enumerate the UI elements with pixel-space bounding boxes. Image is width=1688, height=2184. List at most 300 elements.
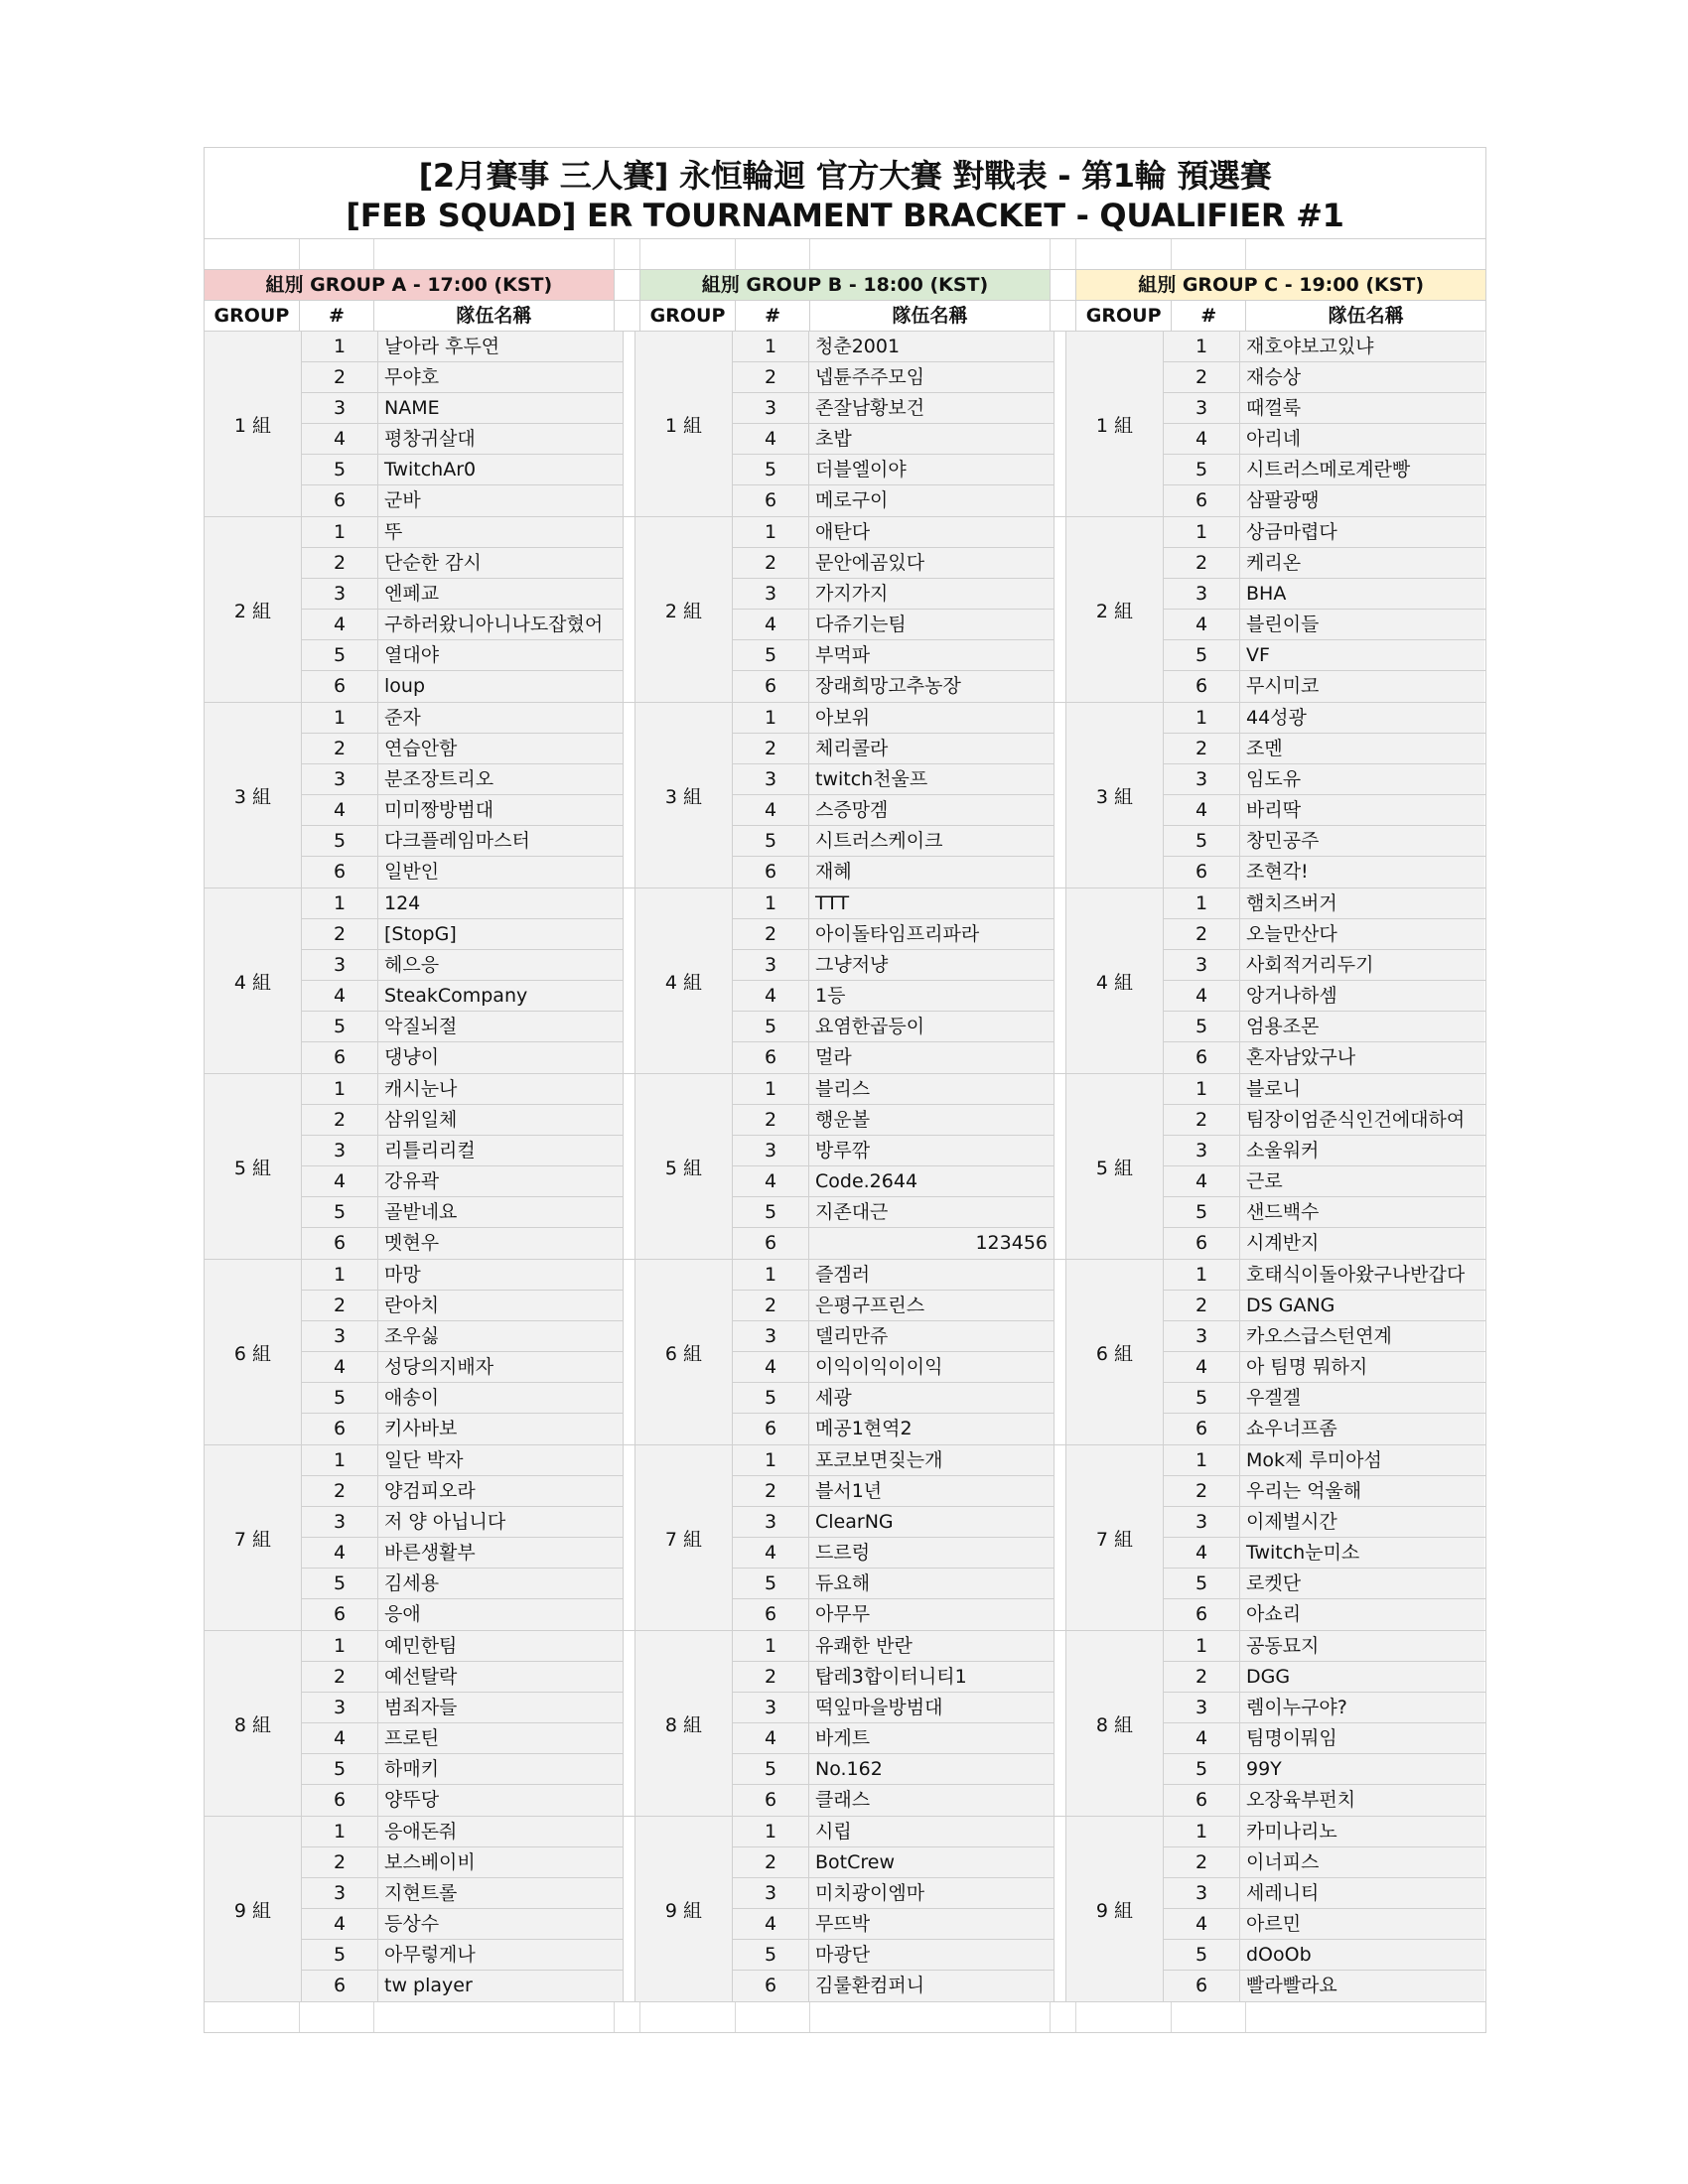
team-number: 5 [733, 1197, 809, 1227]
team-name: 팀장이엄준식인건에대하여 [1240, 1105, 1484, 1135]
table-row [733, 764, 1055, 795]
subgroup-column [635, 1074, 1055, 1259]
table-row [733, 640, 1055, 671]
team-name: ClearNG [809, 1507, 1055, 1537]
team-name: 댕냥이 [378, 1042, 624, 1073]
team-name: SteakCompany [378, 981, 624, 1011]
table-row [1164, 1105, 1485, 1136]
team-name: 다쥬기는팀 [809, 610, 1055, 639]
team-number: 4 [733, 795, 809, 825]
col-header-num: # [736, 301, 810, 331]
table-row [733, 919, 1055, 950]
table-row [733, 1352, 1055, 1383]
subgroup-column [635, 1631, 1055, 1816]
table-row [302, 1445, 624, 1476]
team-name: 키사바보 [378, 1414, 624, 1444]
table-row [1164, 1723, 1485, 1754]
team-name: 일반인 [378, 857, 624, 887]
table-row [733, 1260, 1055, 1291]
subgroup-name: 7 組 [1066, 1445, 1164, 1630]
footer-spacer-row [205, 2002, 1485, 2033]
team-number: 2 [1164, 1662, 1240, 1692]
table-row [1164, 1909, 1485, 1940]
team-number: 5 [302, 1569, 378, 1598]
table-row [733, 548, 1055, 579]
team-name: 삼위일체 [378, 1105, 624, 1135]
table-row [302, 1693, 624, 1723]
team-name: 은평구프린스 [809, 1291, 1055, 1320]
team-name: 강유곽 [378, 1166, 624, 1196]
team-number: 6 [302, 671, 378, 702]
team-name: 햄치즈버거 [1240, 888, 1484, 918]
column-gap [1055, 332, 1066, 516]
table-row [302, 1631, 624, 1662]
team-number: 5 [733, 826, 809, 856]
column-gap [1055, 888, 1066, 1073]
table-row [302, 1971, 624, 2001]
team-number: 3 [733, 393, 809, 423]
team-number: 1 [1164, 703, 1240, 733]
team-name: 보스베이비 [378, 1847, 624, 1877]
table-row [1164, 1166, 1485, 1197]
table-row [1164, 548, 1485, 579]
team-name: 우리는 억울해 [1240, 1476, 1484, 1506]
table-row [733, 1074, 1055, 1105]
team-name: TwitchAr0 [378, 455, 624, 484]
table-row [733, 1723, 1055, 1754]
team-number: 4 [302, 981, 378, 1011]
table-row [733, 517, 1055, 548]
table-row [1164, 826, 1485, 857]
team-name: 예민한팀 [378, 1631, 624, 1661]
team-name: 이제벌시간 [1240, 1507, 1484, 1537]
table-row [733, 1136, 1055, 1166]
team-name: 재승상 [1240, 362, 1484, 392]
team-number: 2 [733, 1105, 809, 1135]
team-number: 3 [733, 1136, 809, 1165]
team-number: 2 [1164, 1476, 1240, 1506]
team-name: 임도유 [1240, 764, 1484, 794]
team-number: 3 [733, 579, 809, 609]
team-name: 시트러스케이크 [809, 826, 1055, 856]
team-name: 즐겜러 [809, 1260, 1055, 1290]
table-row [733, 671, 1055, 702]
team-name: NAME [378, 393, 624, 423]
team-number: 2 [302, 1476, 378, 1506]
team-number: 3 [733, 950, 809, 980]
table-row [302, 548, 624, 579]
team-number: 6 [733, 485, 809, 516]
team-name: Twitch눈미소 [1240, 1538, 1484, 1568]
team-name: 이너피스 [1240, 1847, 1484, 1877]
subgroup-column [205, 703, 624, 887]
team-number: 1 [733, 1260, 809, 1290]
team-number: 1 [302, 1817, 378, 1846]
team-name: 재호야보고있냐 [1240, 332, 1484, 361]
team-number: 5 [1164, 640, 1240, 670]
team-number: 4 [1164, 795, 1240, 825]
subgroup-name: 2 組 [205, 517, 302, 702]
team-name: 창민공주 [1240, 826, 1484, 856]
table-row [302, 919, 624, 950]
table-row [733, 1197, 1055, 1228]
team-name: 123456 [809, 1228, 1055, 1259]
table-row [733, 950, 1055, 981]
table-row [302, 517, 624, 548]
team-name: 시계반지 [1240, 1228, 1484, 1259]
team-number: 1 [733, 1631, 809, 1661]
subgroup-column [1066, 1074, 1485, 1259]
team-number: 1 [733, 1074, 809, 1104]
table-row [302, 424, 624, 455]
team-number: 4 [1164, 1352, 1240, 1382]
team-number: 5 [1164, 1754, 1240, 1784]
group-c-header: 組別 GROUP C - 19:00 (KST) [1076, 270, 1485, 300]
team-number: 6 [733, 1785, 809, 1816]
team-name: 연습안함 [378, 734, 624, 763]
team-name: 샌드백수 [1240, 1197, 1484, 1227]
team-name: 렘이누구야? [1240, 1693, 1484, 1722]
table-row [1164, 1042, 1485, 1073]
table-row [733, 1228, 1055, 1259]
team-name: 우겔겔 [1240, 1383, 1484, 1413]
bracket-body [205, 332, 1485, 2002]
subgroup-column [205, 1260, 624, 1444]
subgroup-column [1066, 703, 1485, 887]
team-number: 3 [1164, 1321, 1240, 1351]
subgroup-name: 3 組 [635, 703, 733, 887]
team-number: 2 [1164, 362, 1240, 392]
subgroup-name: 8 組 [1066, 1631, 1164, 1816]
col-header-num: # [300, 301, 374, 331]
table-row [302, 1662, 624, 1693]
subgroup-name: 1 組 [635, 332, 733, 516]
table-row [1164, 1817, 1485, 1847]
table-row [302, 764, 624, 795]
team-name: 마광단 [809, 1940, 1055, 1970]
subgroup-name: 1 組 [205, 332, 302, 516]
table-row [302, 1723, 624, 1754]
team-number: 4 [733, 610, 809, 639]
team-number: 5 [302, 455, 378, 484]
team-number: 5 [1164, 826, 1240, 856]
team-number: 5 [733, 1754, 809, 1784]
subgroup-column [1066, 1445, 1485, 1630]
team-name: DS GANG [1240, 1291, 1484, 1320]
subgroup-column [205, 332, 624, 516]
team-number: 5 [1164, 1012, 1240, 1041]
team-number: 3 [1164, 579, 1240, 609]
team-number: 5 [733, 455, 809, 484]
team-name: 더블엘이야 [809, 455, 1055, 484]
team-name: 문안에곰있다 [809, 548, 1055, 578]
team-number: 6 [733, 671, 809, 702]
team-number: 4 [1164, 610, 1240, 639]
subgroup-name: 5 組 [635, 1074, 733, 1259]
table-row [1164, 1569, 1485, 1599]
team-number: 1 [1164, 1260, 1240, 1290]
subgroup-name: 2 組 [635, 517, 733, 702]
team-name: 유쾌한 반란 [809, 1631, 1055, 1661]
team-name: 응애 [378, 1599, 624, 1630]
team-number: 5 [302, 640, 378, 670]
table-row [302, 1785, 624, 1816]
subgroup-name: 8 組 [635, 1631, 733, 1816]
team-number: 4 [302, 1166, 378, 1196]
table-row [302, 1847, 624, 1878]
table-row [302, 579, 624, 610]
table-row [733, 1817, 1055, 1847]
team-name: 드르렁 [809, 1538, 1055, 1568]
table-row [1164, 640, 1485, 671]
team-name: 아 팀명 뭐하지 [1240, 1352, 1484, 1382]
column-gap [1055, 1445, 1066, 1630]
subgroup-name: 3 組 [1066, 703, 1164, 887]
team-name: 바른생활부 [378, 1538, 624, 1568]
team-number: 4 [733, 1538, 809, 1568]
subgroup-name: 3 組 [205, 703, 302, 887]
subgroup-column [635, 517, 1055, 702]
team-number: 2 [733, 1291, 809, 1320]
team-number: 3 [1164, 764, 1240, 794]
team-name: 다크플레임마스터 [378, 826, 624, 856]
team-number: 1 [1164, 888, 1240, 918]
table-row [1164, 1352, 1485, 1383]
subgroup-column [635, 703, 1055, 887]
team-name: 카미나리노 [1240, 1817, 1484, 1846]
team-number: 2 [733, 548, 809, 578]
team-name: 바리딱 [1240, 795, 1484, 825]
table-row [733, 857, 1055, 887]
team-number: 2 [302, 1847, 378, 1877]
team-name: 근로 [1240, 1166, 1484, 1196]
team-name: 아르민 [1240, 1909, 1484, 1939]
table-row [302, 332, 624, 362]
team-name: 재혜 [809, 857, 1055, 887]
column-header-row [205, 301, 1485, 332]
team-number: 1 [733, 1817, 809, 1846]
subgroup-block [205, 1445, 1485, 1631]
team-name: [StopG] [378, 919, 624, 949]
table-row [1164, 671, 1485, 702]
team-number: 3 [733, 1507, 809, 1537]
table-row [733, 1754, 1055, 1785]
team-name: 조멘 [1240, 734, 1484, 763]
team-name: 애송이 [378, 1383, 624, 1413]
column-gap [1055, 1817, 1066, 2001]
table-row [302, 1228, 624, 1259]
team-name: 메공1현역2 [809, 1414, 1055, 1444]
subgroup-name: 9 組 [635, 1817, 733, 2001]
team-name: 장래희망고추농장 [809, 671, 1055, 702]
team-number: 6 [733, 1971, 809, 2001]
subgroup-block [205, 888, 1485, 1074]
column-gap [624, 332, 635, 516]
subgroup-name: 7 組 [205, 1445, 302, 1630]
team-name: 124 [378, 888, 624, 918]
subgroup-column [635, 332, 1055, 516]
subgroup-name: 4 組 [1066, 888, 1164, 1073]
team-number: 3 [733, 1878, 809, 1908]
team-name: 가지가지 [809, 579, 1055, 609]
subgroup-block [205, 1817, 1485, 2002]
table-row [302, 1042, 624, 1073]
team-name: 행운볼 [809, 1105, 1055, 1135]
team-name: 공동묘지 [1240, 1631, 1484, 1661]
table-row [733, 1878, 1055, 1909]
team-number: 5 [302, 826, 378, 856]
table-row [1164, 857, 1485, 887]
team-name: 김룰환컴퍼니 [809, 1971, 1055, 2001]
table-row [1164, 610, 1485, 640]
table-row [1164, 1414, 1485, 1444]
team-number: 6 [733, 1042, 809, 1073]
table-row [733, 1445, 1055, 1476]
team-number: 5 [733, 1383, 809, 1413]
team-number: 6 [302, 1971, 378, 2001]
team-name: 단순한 감시 [378, 548, 624, 578]
team-number: 4 [302, 1538, 378, 1568]
table-row [733, 734, 1055, 764]
subgroup-name: 6 組 [635, 1260, 733, 1444]
subgroup-name: 1 組 [1066, 332, 1164, 516]
team-number: 6 [302, 1599, 378, 1630]
team-number: 6 [733, 1414, 809, 1444]
table-row [1164, 1599, 1485, 1630]
team-number: 4 [302, 610, 378, 639]
team-name: 팀명이뭐임 [1240, 1723, 1484, 1753]
table-row [302, 1476, 624, 1507]
team-name: 군바 [378, 485, 624, 516]
team-number: 6 [302, 1042, 378, 1073]
team-name: No.162 [809, 1754, 1055, 1784]
team-name: 멀라 [809, 1042, 1055, 1073]
team-number: 4 [733, 1909, 809, 1939]
table-row [1164, 981, 1485, 1012]
subgroup-column [1066, 332, 1485, 516]
team-name: BHA [1240, 579, 1484, 609]
team-name: 블로니 [1240, 1074, 1484, 1104]
col-header-num: # [1172, 301, 1246, 331]
column-gap [1055, 1074, 1066, 1259]
team-number: 4 [302, 424, 378, 454]
table-row [1164, 332, 1485, 362]
team-name: 99Y [1240, 1754, 1484, 1784]
team-name: dOoOb [1240, 1940, 1484, 1970]
team-number: 6 [1164, 485, 1240, 516]
table-row [1164, 1693, 1485, 1723]
team-name: 카오스급스턴연계 [1240, 1321, 1484, 1351]
team-name: 하매키 [378, 1754, 624, 1784]
team-number: 1 [302, 703, 378, 733]
team-number: 5 [733, 1569, 809, 1598]
team-number: 3 [733, 1321, 809, 1351]
table-row [1164, 1971, 1485, 2001]
table-row [1164, 1445, 1485, 1476]
team-name: 아무무 [809, 1599, 1055, 1630]
team-number: 2 [1164, 1847, 1240, 1877]
table-row [733, 332, 1055, 362]
team-name: 범죄자들 [378, 1693, 624, 1722]
table-row [1164, 1260, 1485, 1291]
team-name: 이익이익이이익 [809, 1352, 1055, 1382]
team-number: 1 [302, 1074, 378, 1104]
team-name: 구하러왔니아니나도잡혔어 [378, 610, 624, 639]
team-number: 4 [1164, 424, 1240, 454]
team-name: 메로구이 [809, 485, 1055, 516]
subgroup-name: 7 組 [635, 1445, 733, 1630]
team-number: 1 [733, 332, 809, 361]
subgroup-name: 5 組 [205, 1074, 302, 1259]
team-number: 3 [1164, 1693, 1240, 1722]
column-gap [624, 517, 635, 702]
team-number: 2 [302, 1662, 378, 1692]
team-name: 호태식이돌아왔구나반갑다 [1240, 1260, 1484, 1290]
column-gap [624, 1817, 635, 2001]
team-number: 4 [733, 1166, 809, 1196]
team-name: 성당의지배자 [378, 1352, 624, 1382]
table-row [302, 1105, 624, 1136]
team-number: 2 [733, 1662, 809, 1692]
table-row [733, 1476, 1055, 1507]
table-row [302, 1817, 624, 1847]
team-number: 4 [1164, 1723, 1240, 1753]
team-number: 6 [733, 1599, 809, 1630]
team-name: 시립 [809, 1817, 1055, 1846]
team-number: 5 [302, 1383, 378, 1413]
team-number: 2 [733, 1847, 809, 1877]
team-name: 혼자남았구나 [1240, 1042, 1484, 1073]
team-number: 3 [1164, 393, 1240, 423]
team-number: 6 [1164, 1785, 1240, 1816]
team-number: 6 [302, 485, 378, 516]
team-name: 응애돈줘 [378, 1817, 624, 1846]
subgroup-column [1066, 1631, 1485, 1816]
team-name: 골받네요 [378, 1197, 624, 1227]
team-name: 삼팔광땡 [1240, 485, 1484, 516]
table-row [302, 1507, 624, 1538]
team-number: 1 [733, 888, 809, 918]
team-name: 아이돌타임프리파라 [809, 919, 1055, 949]
team-name: 델리만쥬 [809, 1321, 1055, 1351]
table-row [1164, 1631, 1485, 1662]
team-number: 1 [1164, 1817, 1240, 1846]
table-row [1164, 1197, 1485, 1228]
team-number: 1 [1164, 1631, 1240, 1661]
table-row [1164, 1507, 1485, 1538]
team-name: 양뚜당 [378, 1785, 624, 1816]
team-name: 체리콜라 [809, 734, 1055, 763]
group-a-header: 組別 GROUP A - 17:00 (KST) [205, 270, 615, 300]
table-row [733, 1042, 1055, 1073]
team-name: Code.2644 [809, 1166, 1055, 1196]
table-row [733, 579, 1055, 610]
team-number: 3 [733, 1693, 809, 1722]
team-name: 앙거나하셈 [1240, 981, 1484, 1011]
team-number: 2 [1164, 548, 1240, 578]
team-number: 3 [302, 393, 378, 423]
column-gap [1055, 517, 1066, 702]
team-name: 등상수 [378, 1909, 624, 1939]
team-number: 3 [1164, 1878, 1240, 1908]
bracket-sheet [204, 147, 1486, 2033]
table-row [1164, 1847, 1485, 1878]
team-number: 3 [302, 1136, 378, 1165]
team-number: 3 [302, 1321, 378, 1351]
table-row [1164, 888, 1485, 919]
team-number: 5 [1164, 1197, 1240, 1227]
team-number: 6 [302, 1414, 378, 1444]
